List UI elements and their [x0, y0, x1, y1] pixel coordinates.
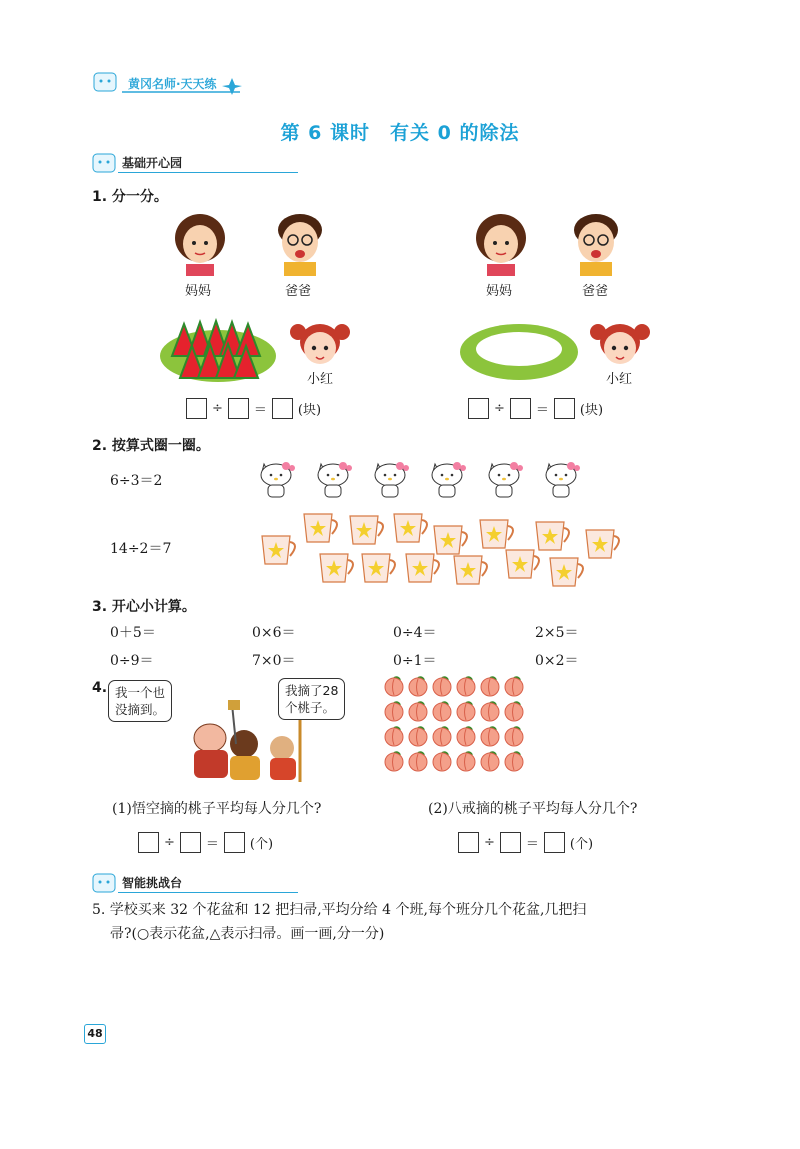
q4-equation-1: ÷ ＝ (个) [138, 832, 273, 853]
bear-icon [92, 152, 118, 174]
section-header-basic [92, 152, 312, 174]
answer-box-dividend[interactable] [138, 832, 159, 853]
q1-left-equation: ÷ ＝ (块) [186, 398, 321, 419]
q2-equation-1: 6÷3＝2 [110, 473, 163, 489]
answer-box-dividend[interactable] [468, 398, 489, 419]
cups-group [258, 512, 628, 588]
bubble-line: 我摘了28 [285, 683, 339, 698]
answer-box-quotient[interactable] [554, 398, 575, 419]
dad-caption: 爸爸 [285, 284, 312, 299]
calc-item: 0÷1＝ [393, 653, 437, 669]
answer-box-divisor[interactable] [228, 398, 249, 419]
calc-item: 0×6＝ [252, 625, 296, 641]
question-1-label: 1. 分一分。 [92, 189, 168, 205]
xiaohong-caption: 小红 [606, 372, 633, 387]
calc-item: 0÷9＝ [110, 653, 154, 669]
empty-plate [458, 322, 580, 384]
mom-caption: 妈妈 [185, 284, 212, 299]
calc-item: 0÷4＝ [393, 625, 437, 641]
unit-label: (块) [579, 403, 604, 418]
q2-equation-2: 14÷2＝7 [110, 541, 172, 557]
speech-bubble-wukong [108, 680, 172, 722]
bubble-line: 我一个也 [115, 685, 166, 700]
dad-illustration [272, 210, 328, 276]
dad-caption: 爸爸 [582, 284, 609, 299]
journey-to-west-characters [182, 700, 314, 784]
mom-illustration [473, 212, 529, 276]
q1-right-equation: ÷ ＝ (块) [468, 398, 603, 419]
hello-kitty-row [258, 458, 588, 502]
answer-box-divisor[interactable] [500, 832, 521, 853]
answer-box-divisor[interactable] [180, 832, 201, 853]
section-title: 基础开心园 [122, 156, 183, 170]
bear-icon [92, 872, 118, 894]
section-header-challenge [92, 872, 312, 894]
xiaohong-caption: 小红 [307, 372, 334, 387]
answer-box-quotient[interactable] [224, 832, 245, 853]
question-5-line: 5. 学校买来 32 个花盆和 12 把扫帚,平均分给 4 个班,每个班分几个花盆,几把扫 [92, 902, 587, 918]
xiaohong-illustration [590, 318, 650, 370]
watermelon-plate [158, 316, 278, 386]
unit-label: (个) [569, 837, 594, 852]
mom-illustration [172, 212, 228, 276]
question-5-line: 帚?(○表示花盆,△表示扫帚。画一画,分一分) [110, 926, 385, 942]
dad-illustration [568, 210, 624, 276]
question-3-label: 3. 开心小计算。 [92, 599, 196, 615]
calc-item: 7×0＝ [252, 653, 296, 669]
unit-label: (块) [297, 403, 322, 418]
q4-subquestion-2: (2)八戒摘的桃子平均每人分几个? [428, 801, 638, 817]
q4-equation-2: ÷ ＝ (个) [458, 832, 593, 853]
answer-box-quotient[interactable] [272, 398, 293, 419]
question-4-label: 4. [92, 680, 108, 696]
q4-subquestion-1: (1)悟空摘的桃子平均每人分几个? [112, 801, 322, 817]
answer-box-dividend[interactable] [186, 398, 207, 419]
calc-item: 2×5＝ [535, 625, 579, 641]
answer-box-quotient[interactable] [544, 832, 565, 853]
section-title: 智能挑战台 [122, 876, 183, 890]
header-brand: 黄冈名师·天天练 [128, 77, 217, 91]
peaches-grid [384, 676, 534, 776]
calc-item: 0×2＝ [535, 653, 579, 669]
question-5 [92, 898, 712, 946]
page-number: 48 [84, 1024, 106, 1044]
bubble-line: 没摘到。 [115, 702, 166, 717]
question-2-label: 2. 按算式圈一圈。 [92, 438, 210, 454]
page-title: 第 6 课时 有关 0 的除法 [280, 122, 520, 144]
answer-box-dividend[interactable] [458, 832, 479, 853]
bubble-line: 个桃子。 [285, 700, 336, 715]
answer-box-divisor[interactable] [510, 398, 531, 419]
xiaohong-illustration [290, 318, 350, 370]
calc-item: 0＋5＝ [110, 625, 156, 641]
mom-caption: 妈妈 [486, 284, 513, 299]
unit-label: (个) [249, 837, 274, 852]
